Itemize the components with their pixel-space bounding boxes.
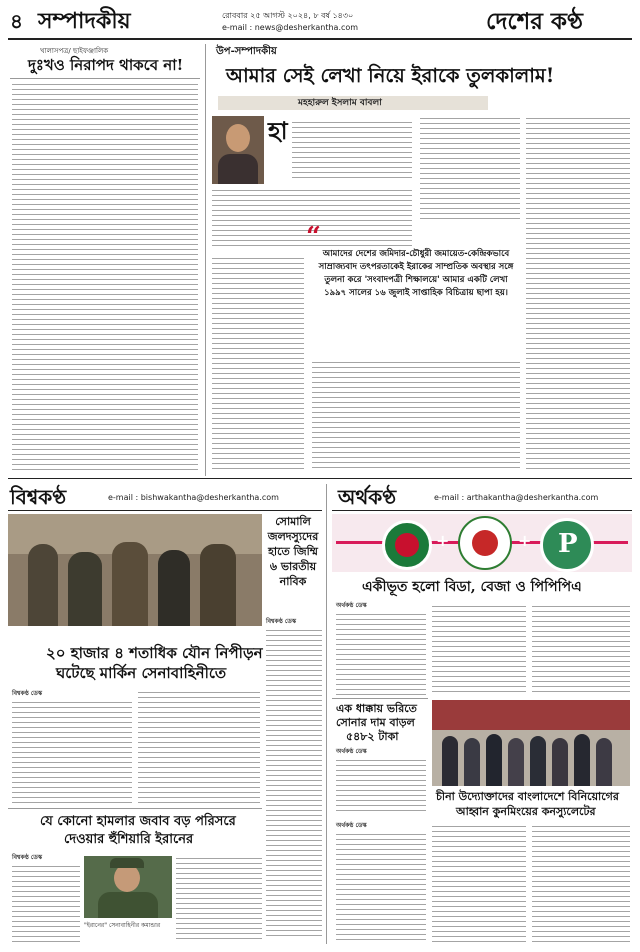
- date-line: রোববার ২৫ আগস্ট ২০২৪, ৮ বর্ষ ১৪৩০: [222, 11, 354, 20]
- op-ed-body-col2: [420, 116, 520, 222]
- section-rule-mid: [8, 478, 632, 479]
- somali-byline: বিশ্বকণ্ঠ ডেস্ক: [266, 618, 297, 625]
- ppp-logo-letter: P: [558, 529, 578, 559]
- chinese-delegation-photo: [432, 700, 630, 786]
- china-body-col2: [432, 824, 526, 942]
- op-ed-body-col3: [526, 116, 630, 472]
- editorial-kicker: খালাসপত্র/ ছাইফঞ্জালিক: [40, 47, 109, 55]
- bishwakantha-logo: বিশ্বকণ্ঠ: [10, 485, 67, 509]
- commander-photo: [84, 856, 172, 918]
- masthead-email: e-mail : news@desherkantha.com: [222, 23, 359, 32]
- op-ed-headline: আমার সেই লেখা নিয়ে ইরাকে তুলকালাম!: [226, 64, 555, 87]
- editorial-headline: দুঃখও নিরাপদ থাকবে না!: [28, 56, 184, 74]
- masthead-rule: [8, 38, 632, 40]
- section-title: সম্পাদকীয়: [38, 8, 131, 34]
- gold-body-text: [336, 758, 426, 814]
- arthakantha-logo: অর্থকণ্ঠ: [338, 485, 397, 509]
- bishwakantha-rule: [8, 510, 322, 511]
- somali-headline-line1: সোমালি: [275, 515, 311, 528]
- somali-body-text: [266, 628, 322, 940]
- commander-photo-caption: "ইরানের" সেনাবাহিনীর কমান্ডার: [84, 922, 161, 929]
- story1-headline-line2: ঘটেছে মার্কিন সেনাবাহিনীতে: [56, 664, 227, 682]
- column-divider-mid: [326, 484, 327, 944]
- story2-rule: [8, 808, 262, 809]
- china-body-col1: [336, 832, 426, 942]
- somali-headline-box: [264, 514, 322, 614]
- china-headline-line1: চীনা উদ্যোক্তাদের বাংলাদেশে বিনিয়োগের: [436, 790, 619, 803]
- arthakantha-story1-body-col2: [432, 604, 526, 696]
- story2-byline: বিশ্বকণ্ঠ ডেস্ক: [12, 854, 43, 861]
- editorial-underline: [10, 78, 200, 79]
- op-ed-body-col1: [292, 120, 412, 180]
- story1-body-col1: [12, 700, 132, 804]
- arthakantha-story1-headline: একীভূত হলো বিডা, বেজা ও পিপিপিএ: [362, 579, 582, 595]
- column-divider-left: [205, 44, 206, 476]
- story2-body-col1: [12, 864, 80, 942]
- op-ed-label: উপ-সম্পাদকীয়: [216, 46, 277, 57]
- beza-logo-icon: [458, 516, 512, 570]
- arthakantha-story1-body-col1: [336, 612, 426, 696]
- arthakantha-story1-byline: অর্থকণ্ঠ ডেস্ক: [336, 602, 367, 609]
- gold-headline-line3: ৫৪৮২ টাকা: [346, 730, 399, 743]
- china-headline-line2: আহ্বান কুনমিংয়ের কনস্যুলেটের: [456, 805, 596, 818]
- plus-sign-2: +: [518, 531, 532, 550]
- author-name: মহহারুল ইসলাম বাবলা: [298, 98, 382, 108]
- pull-quote: আমাদের দেশের জমিদার-চৌধুরী জমায়েত-কেন্দ্রিকভাবে সাম্রাজ্যবাদ তৎপরতাকেই ইরাকের সাম্প্রতিক অবস্থার সঙ্গে তুলনা করে 'সংবাদপত্রী শিক্ষালয়ে' আমার একটি লেখা ১৯৯৭ সালের ১৬ জুলাই সাপ্তাহিক বিচিত্রায় ছাপা হয়।: [318, 249, 514, 298]
- ppp-logo-icon: [540, 518, 594, 572]
- arthakantha-email: e-mail : arthakantha@desherkantha.com: [434, 493, 599, 502]
- gold-byline: অর্থকণ্ঠ ডেস্ক: [336, 748, 367, 755]
- somali-headline-line4: ৬ ভারতীয়: [269, 560, 317, 573]
- gold-headline-line1: এক ধাক্কায় ভরিতে: [336, 702, 417, 715]
- story2-body-col2: [176, 856, 262, 942]
- somali-headline-line3: হাতে জিম্মি: [268, 545, 318, 558]
- story2-headline-line1: যে কোনো হামলার জবাব বড় পরিসরে: [40, 814, 236, 829]
- soldiers-photo: [8, 514, 262, 626]
- paper-name-logo: দেশের কণ্ঠ: [486, 8, 583, 35]
- china-byline: অর্থকণ্ঠ ডেস্ক: [336, 822, 367, 829]
- editorial-body-text: [12, 82, 198, 474]
- author-photo: [212, 116, 264, 184]
- china-body-col3: [532, 824, 630, 942]
- bishwakantha-email: e-mail : bishwakantha@desherkantha.com: [108, 493, 279, 502]
- pull-quote-mark: “: [306, 222, 321, 252]
- story1-headline-line1: ২০ হাজার ৪ শতাধিক যৌন নিপীড়ন: [46, 644, 263, 662]
- arthakantha-rule: [332, 510, 632, 511]
- op-ed-body-col1c: [212, 256, 304, 472]
- plus-sign-1: +: [436, 531, 450, 550]
- gold-headline-line2: সোনার দাম বাড়ল: [336, 716, 415, 729]
- somali-headline-line5: নাবিক: [279, 575, 307, 588]
- story1-byline: বিশ্বকণ্ঠ ডেস্ক: [12, 690, 43, 697]
- drop-cap: হা: [268, 116, 288, 145]
- page-number: ৪: [10, 9, 23, 33]
- op-ed-body-col2b: [312, 360, 520, 472]
- story2-headline-line2: দেওয়ার হুঁশিয়ারি ইরানের: [64, 832, 194, 847]
- somali-headline-line2: জলদস্যুদের: [267, 530, 319, 543]
- gold-rule: [332, 698, 428, 699]
- arthakantha-story1-body-col3: [532, 604, 630, 696]
- story1-body-col2: [138, 690, 260, 804]
- bida-logo-icon: [382, 520, 432, 570]
